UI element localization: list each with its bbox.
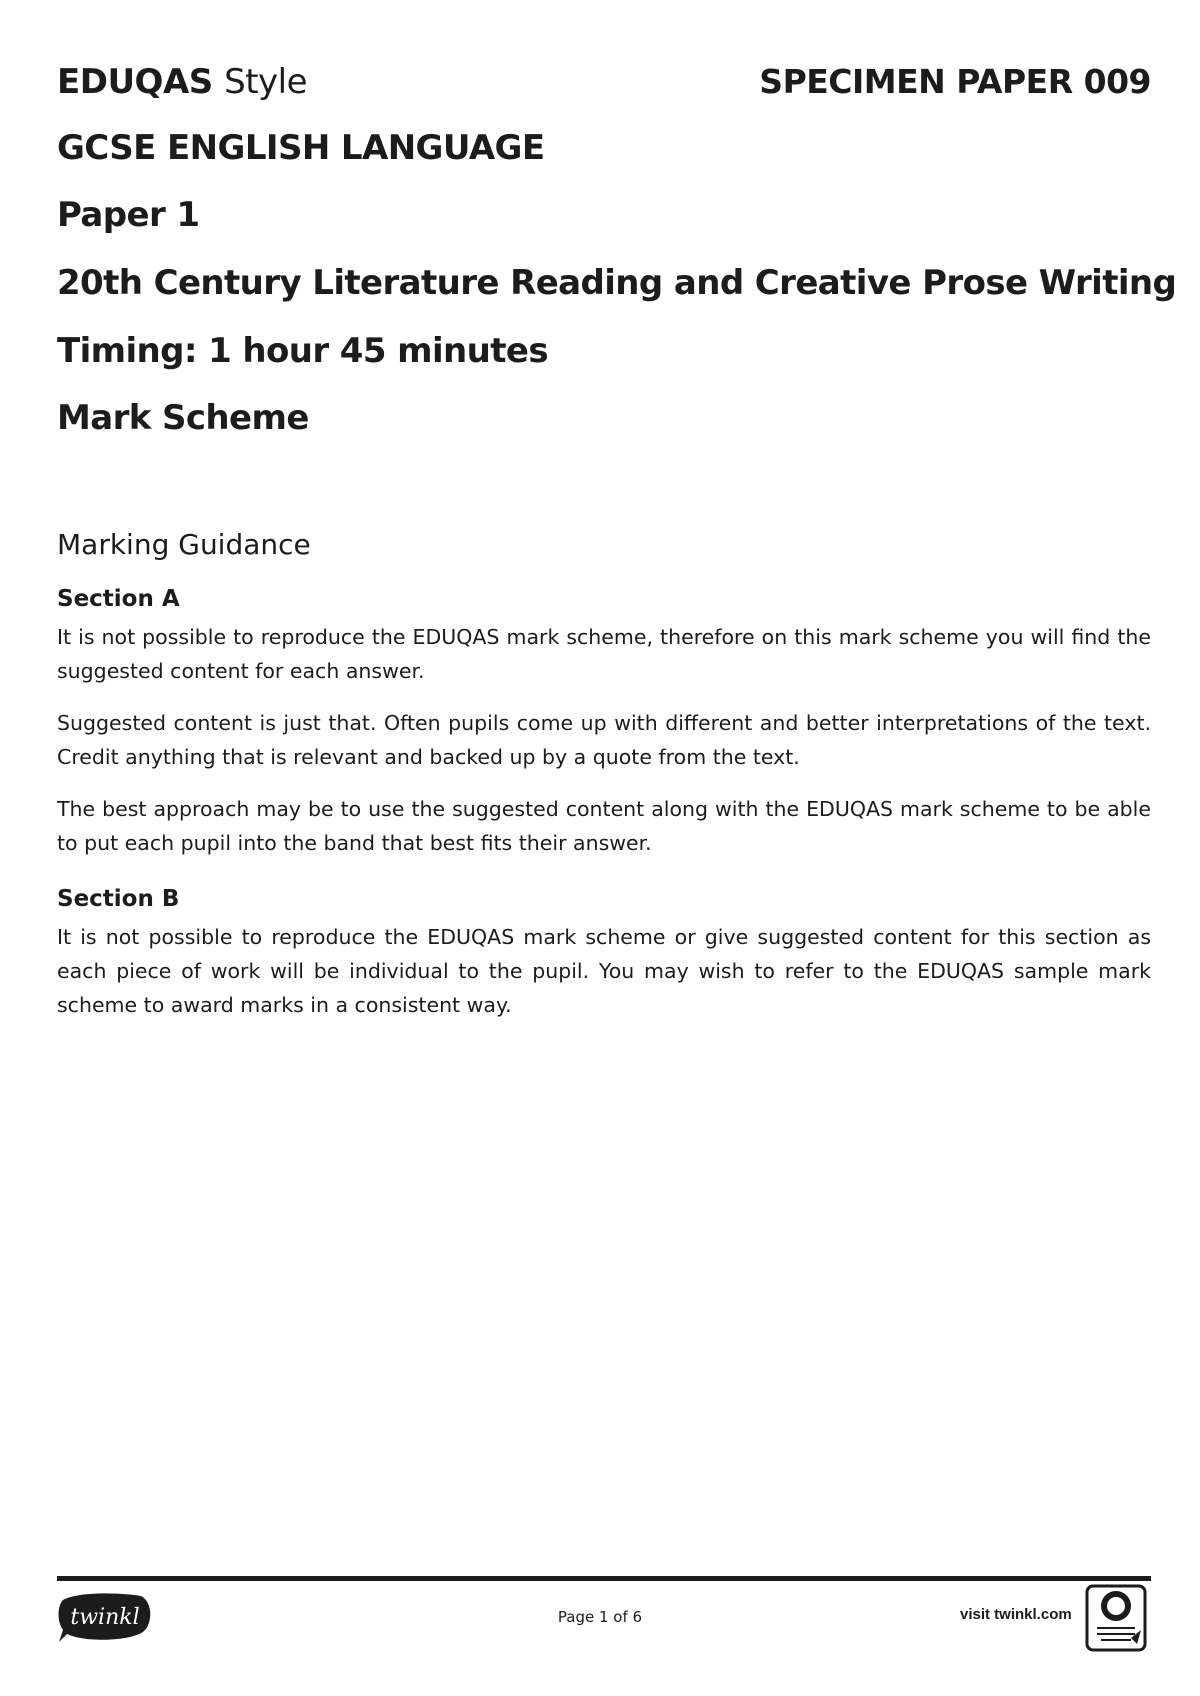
section-a-paragraph: The best approach may be to use the suggested content along with the EDUQAS mark scheme to be able to put each pupil into the band that best fits their answer. xyxy=(57,797,1151,855)
specimen-paper-label: SPECIMEN PAPER 009 xyxy=(759,62,1151,101)
doc-type-title: Mark Scheme xyxy=(57,398,309,438)
exam-board-label xyxy=(57,62,307,102)
marking-guidance-heading: Marking Guidance xyxy=(57,528,311,561)
page-number: Page 1 of 6 xyxy=(557,1608,643,1626)
component-title: 20th Century Literature Reading and Creative Prose Writing xyxy=(57,263,1177,303)
twinkl-logo-text: twinkl xyxy=(70,1605,140,1630)
section-a-paragraph: Suggested content is just that. Often pupils come up with different and better interpretations of the text. Credit anything that is relevant and backed up by a quote from the text. xyxy=(57,711,1151,769)
section-a-heading: Section A xyxy=(57,586,180,612)
visit-link[interactable]: visit twinkl.com xyxy=(960,1606,1072,1623)
quality-standard-badge-icon xyxy=(1083,1582,1149,1654)
exam-board-style: Style xyxy=(224,62,308,102)
section-a-paragraph: It is not possible to reproduce the EDUQAS mark scheme, therefore on this mark scheme you will find the suggested content for each answer. xyxy=(57,625,1151,683)
document-header xyxy=(57,62,1151,112)
exam-board-name: EDUQAS xyxy=(57,62,213,102)
footer-divider xyxy=(57,1576,1151,1581)
section-b-heading: Section B xyxy=(57,886,180,912)
paper-title: Paper 1 xyxy=(57,195,200,235)
section-b-paragraph: It is not possible to reproduce the EDUQAS mark scheme or give suggested content for this section as each piece of work will be individual to the pupil. You may wish to refer to the EDUQAS sample mark scheme to award marks in a consistent way. xyxy=(57,925,1151,1017)
timing-title: Timing: 1 hour 45 minutes xyxy=(57,331,548,371)
subject-title: GCSE ENGLISH LANGUAGE xyxy=(57,128,545,168)
